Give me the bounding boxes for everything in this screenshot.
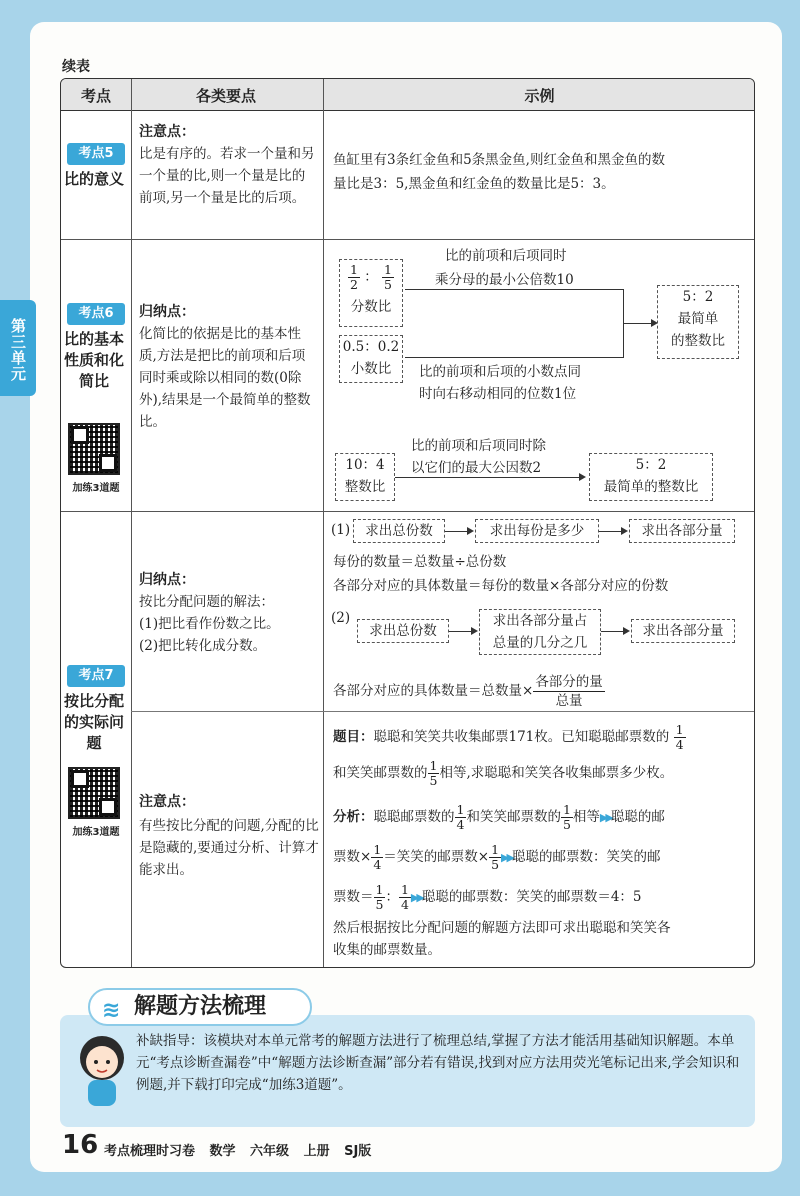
m1-line2: 各部分对应的具体数量＝每份的数量×各部分对应的份数 [333, 578, 669, 594]
kd6-step-top-1: 比的前项和后项同时 [445, 248, 567, 264]
int-result-box: 5：2 最简单的整数比 [589, 453, 713, 501]
kd6-step-int-2: 以它们的最大公因数2 [411, 460, 542, 476]
kd6-badge: 考点6 [67, 303, 125, 325]
kd7-p1-line3: (2)把比转化成分数。 [139, 638, 267, 654]
m2-step1: 求出总份数 [357, 619, 449, 643]
analysis-line3: 票数＝ $\frac{1}{5}$ ： $\frac{1}{4}$ ▶▶聪聪的邮票数：笑笑的邮票数＝4：5 [333, 882, 642, 912]
kd5-point-head: 注意点： [139, 124, 195, 140]
row-divider-5 [61, 239, 755, 240]
kd7-p1-line2: (1)把比看作份数之比。 [139, 616, 280, 632]
kd6-step-int-1: 比的前项和后项同时除 [411, 438, 546, 454]
page-number: 16 [62, 1130, 99, 1160]
double-arrow-icon: ▶▶ [599, 811, 611, 824]
method-banner [88, 988, 312, 1026]
double-arrow-icon: ▶▶ [501, 851, 512, 864]
kd6-point-body: 化简比的依据是比的基本性质,方法是把比的前项和后项同时乘或除以相同的数(0除外),结果是一个最简单的整数比。 [139, 326, 311, 430]
guide-text: 补缺指导：该模块对本单元常考的解题方法进行了梳理总结,掌握了方法才能活用基础知识解题。本单元“考点诊断查漏卷”中“解题方法诊断查漏”部分若有错误,找到对应方法用荧光笔标记出来,学会知识和例题,并下载打印完成“加练3道题”。 [136, 1033, 740, 1093]
kd7-p1-line1: 按比分配问题的解法： [139, 594, 274, 610]
girl-avatar-icon [74, 1030, 130, 1110]
header-kaodian: 考点 [80, 87, 111, 105]
analysis-line2: 票数× $\frac{1}{4}$ ＝笑笑的邮票数× $\frac{1}{5}$ ▶▶聪聪的邮票数：笑笑的邮 [333, 842, 661, 872]
kd6-point-head: 归纳点： [139, 304, 195, 320]
m2-step2: 求出各部分量占 总量的几分之几 [479, 609, 601, 655]
m1-label: (1) [331, 522, 351, 538]
kd7-title: 按比分配的实际问题 [63, 692, 124, 752]
kd7-qr-code[interactable] [68, 767, 120, 819]
kd6-step-top-2: 乘分母的最小公倍数10 [435, 272, 574, 288]
kd5-point-body: 比是有序的。若求一个量和另一个量的比,则一个量是比的前项,另一个量是比的后项。 [139, 146, 315, 206]
col-divider-2 [323, 79, 324, 968]
kd5-title: 比的意义 [63, 170, 124, 188]
knowledge-table [60, 78, 755, 968]
kd7-p2-head: 注意点： [139, 794, 195, 810]
m1-line1: 每份的数量＝总数量÷总份数 [333, 554, 507, 570]
fraction-ratio-box: $\frac{1}{2}$ ： $\frac{1}{5}$ 分数比 [339, 259, 403, 327]
kd7-badge: 考点7 [67, 665, 125, 687]
kd6-title: 比的基本性质和化简比 [63, 330, 124, 390]
kd5-example-line1: 鱼缸里有3条红金鱼和5条黑金鱼,则红金鱼和黑金鱼的数 [333, 152, 665, 168]
method-banner-title: 解题方法梳理 [134, 994, 267, 1019]
q-line2: 和笑笑邮票数的 $\frac{1}{5}$ 相等,求聪聪和笑笑各收集邮票多少枚。 [333, 758, 674, 788]
m1-step3: 求出各部分量 [629, 519, 735, 543]
row-divider-6 [61, 511, 755, 512]
result-ratio-box: 5：2 最简单 的整数比 [657, 285, 739, 359]
continue-label: 续表 [62, 59, 90, 75]
analysis-line5: 收集的邮票数量。 [333, 942, 441, 958]
kd6-qr-caption: 加练3道题 [72, 483, 120, 494]
analysis-line1: 分析：聪聪邮票数的 $\frac{1}{4}$ 和笑笑邮票数的 $\frac{1}{5}$ 相等▶▶聪聪的邮 [333, 802, 665, 832]
header-yaodian: 各类要点 [195, 87, 256, 105]
kd7-p2-body: 有些按比分配的问题,分配的比是隐藏的,要通过分析、计算才能求出。 [139, 818, 319, 878]
m1-step2: 求出每份是多少 [475, 519, 599, 543]
kd5-badge: 考点5 [67, 143, 125, 165]
m2-formula: 各部分对应的具体数量＝总数量× 各部分的量 总量 [333, 674, 603, 709]
double-arrow-icon: ▶▶ [410, 891, 422, 904]
decimal-ratio-box: 0.5：0.2 小数比 [339, 335, 403, 383]
wave-icon: ≋ [102, 998, 121, 1023]
header-shili: 示例 [524, 87, 555, 105]
col-divider-1 [131, 79, 132, 968]
kd7-qr-caption: 加练3道题 [72, 827, 120, 838]
kd6-qr-code[interactable] [68, 423, 120, 475]
kd6-step-bottom-2: 时向右移动相同的位数1位 [419, 386, 577, 402]
integer-ratio-box: 10：4 整数比 [335, 453, 395, 501]
m1-step1: 求出总份数 [353, 519, 445, 543]
m2-step3: 求出各部分量 [631, 619, 735, 643]
kd5-example-line2: 量比是3：5,黑金鱼和红金鱼的数量比是5：3。 [333, 176, 615, 192]
footer-text: 考点梳理时习卷 数学 六年级 上册 SJ版 [104, 1144, 372, 1159]
analysis-line4: 然后根据按比分配问题的解题方法即可求出聪聪和笑笑各 [333, 920, 671, 936]
m2-label: (2) [331, 610, 351, 626]
kd6-step-bottom-1: 比的前项和后项的小数点同 [419, 364, 581, 380]
table-header [61, 79, 754, 111]
row-divider-7 [131, 711, 755, 712]
kd7-p1-head: 归纳点： [139, 572, 195, 588]
q-line1: 题目：聪聪和笑笑共收集邮票171枚。已知聪聪邮票数的 $\frac{1}{4}$ [333, 722, 684, 752]
unit-side-tab: 第三单元 [0, 300, 36, 396]
